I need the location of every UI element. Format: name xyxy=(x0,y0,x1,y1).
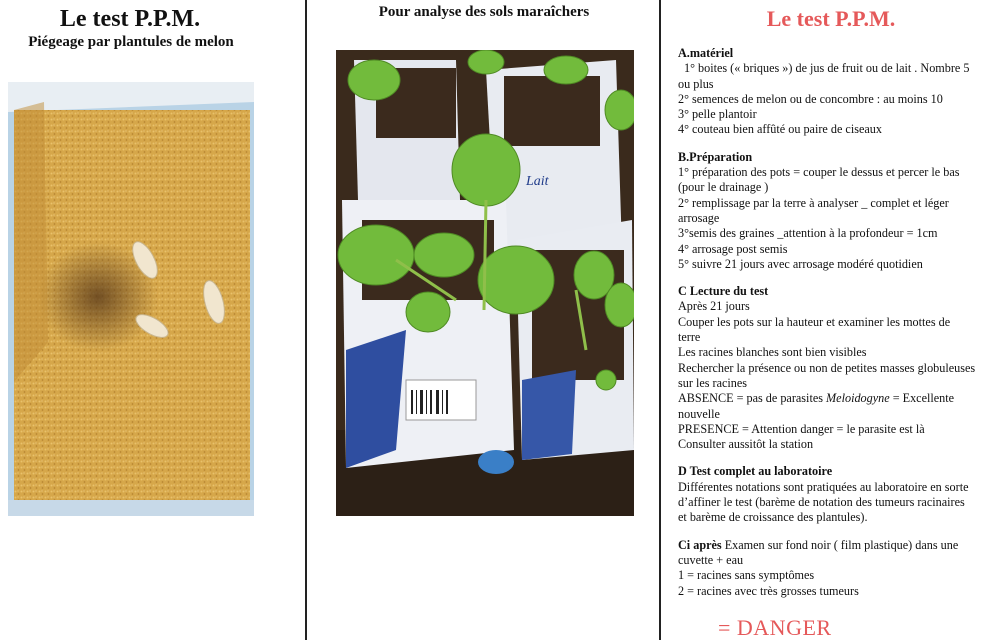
text-line: ou plus xyxy=(678,76,714,91)
text-line: PRESENCE = Attention danger = le parasite est là xyxy=(678,421,925,436)
middle-title: Pour analyse des sols maraîchers xyxy=(378,4,590,20)
section-lecture xyxy=(678,284,998,452)
absence-prefix: ABSENCE = pas de parasites xyxy=(678,391,827,406)
text-line: 2° semences de melon ou de concombre : au moins 10 xyxy=(678,91,943,106)
text-line: 1° boites (« briques ») de jus de fruit ou de lait . Nombre 5 xyxy=(684,61,970,76)
text-line: nouvelle xyxy=(678,406,720,421)
text-line: 3° pelle plantoir xyxy=(678,107,757,122)
text-line: 1° préparation des pots = couper le dessus et percer le bas xyxy=(678,165,960,180)
text-line: 2° remplissage par la terre à analyser _ complet et léger xyxy=(678,195,949,210)
text-line: sur les racines xyxy=(678,375,748,390)
text-line: et barème de croissance des plantules). xyxy=(678,510,868,525)
right-title: Le test P.P.M. xyxy=(766,6,896,31)
text-line: 1 = racines sans symptômes xyxy=(678,568,815,583)
section-examen xyxy=(678,538,998,599)
text-line: 2 = racines avec très grosses tumeurs xyxy=(678,583,859,598)
text-line: arrosage xyxy=(678,210,720,225)
text-line: Différentes notations sont pratiquées au laboratoire en sorte xyxy=(678,479,969,494)
danger-warning: = DANGER xyxy=(718,615,832,640)
svg-text:Lait: Lait xyxy=(526,174,549,189)
examen-heading-line xyxy=(678,538,998,553)
text-line: Rechercher la présence ou non de petites masses globuleuses xyxy=(678,360,976,375)
left-subtitle: Piégeage par plantules de melon xyxy=(28,34,234,50)
protocol-text xyxy=(678,46,998,611)
text-line: terre xyxy=(678,330,701,345)
text-line: (pour le drainage ) xyxy=(678,180,769,195)
middle-column xyxy=(308,0,660,640)
seeds-on-soil-photo xyxy=(8,82,254,516)
section-heading: D Test complet au laboratoire xyxy=(678,464,833,479)
parasite-name: Meloidogyne xyxy=(826,391,890,406)
section-heading: B.Préparation xyxy=(678,149,753,164)
absence-suffix: = Excellente xyxy=(889,391,955,406)
section-laboratoire xyxy=(678,464,998,525)
text-line: 5° suivre 21 jours avec arrosage modéré quotidien xyxy=(678,256,923,271)
absence-line xyxy=(678,391,998,406)
column-divider-1 xyxy=(305,0,307,640)
text-line: Couper les pots sur la hauteur et examiner les mottes de xyxy=(678,314,951,329)
right-column xyxy=(662,0,1000,640)
section-heading: C Lecture du test xyxy=(678,284,769,299)
section-heading: Ci après xyxy=(678,537,722,552)
left-column xyxy=(0,0,305,640)
text-line: d’affiner le test (barème de notation des tumeurs racinaires xyxy=(678,495,965,510)
text-line: cuvette + eau xyxy=(678,552,744,567)
text-line: Consulter aussitôt la station xyxy=(678,437,814,452)
text-line: 4° couteau bien affûté ou paire de ciseaux xyxy=(678,122,882,137)
section-preparation xyxy=(678,150,998,272)
text-line: 3°semis des graines _attention à la profondeur = 1cm xyxy=(678,226,938,241)
text-line: Les racines blanches sont bien visibles xyxy=(678,345,867,360)
text-line: 4° arrosage post semis xyxy=(678,241,788,256)
left-title: Le test P.P.M. xyxy=(59,6,201,32)
section-materiel xyxy=(678,46,998,138)
text-line: Après 21 jours xyxy=(678,299,750,314)
section-heading: A.matériel xyxy=(678,46,734,60)
examen-heading-rest: Examen sur fond noir ( film plastique) dans une xyxy=(721,537,959,552)
melon-seedlings-photo xyxy=(336,50,634,516)
